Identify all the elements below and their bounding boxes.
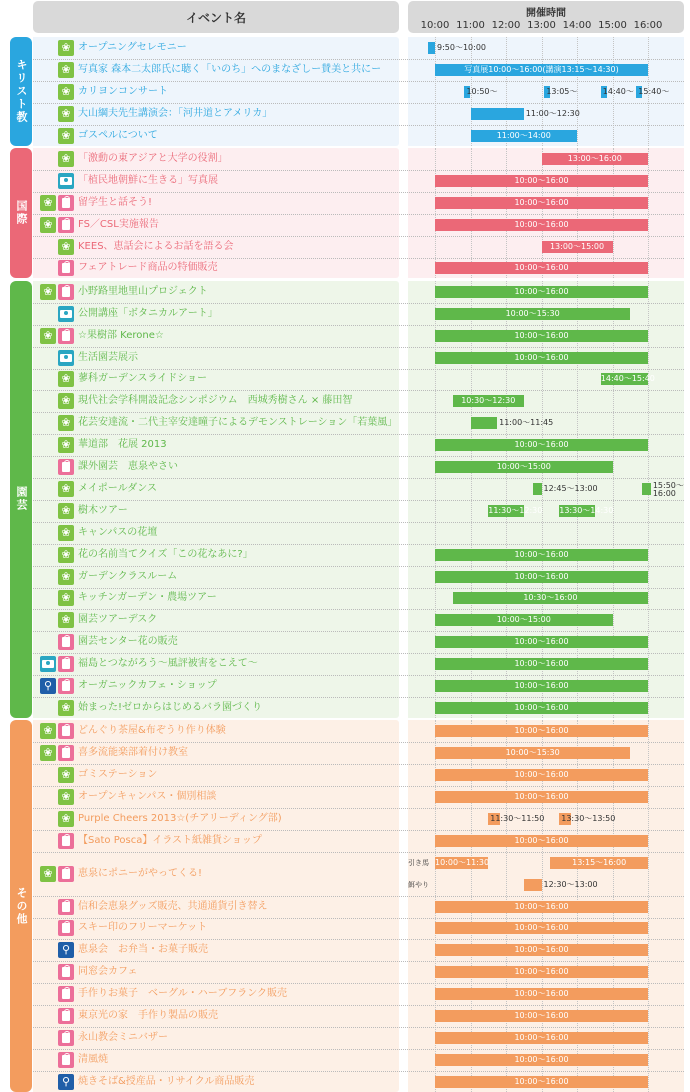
row-divider	[33, 675, 684, 676]
event-icons	[36, 173, 74, 189]
time-tick-label: 12:00	[491, 20, 521, 31]
event-sub-label: 餌やり	[408, 880, 429, 889]
event-name[interactable]: 華道部 花展 2013	[78, 439, 167, 451]
event-icons	[36, 1074, 74, 1090]
event-name[interactable]: 生活園芸展示	[78, 351, 138, 363]
event-name[interactable]: 信和会恵泉グッズ販売、共通通貨引き替え	[78, 900, 268, 912]
flower-icon: ❀	[58, 128, 74, 144]
event-name[interactable]: どんぐり茶屋&布ぞうり作り体験	[78, 725, 226, 737]
time-tick-label: 16:00	[633, 20, 663, 31]
event-icons	[36, 723, 74, 739]
shopping-bag-icon	[58, 745, 74, 761]
row-divider	[33, 786, 684, 787]
event-icons	[36, 128, 74, 144]
event-name[interactable]: メイポールダンス	[78, 482, 157, 494]
category-label-christian	[10, 37, 32, 146]
time-bar-label: 11:30〜12:30	[488, 505, 543, 515]
time-bar-label: 10:00〜16:00	[514, 770, 569, 780]
event-icons	[36, 151, 74, 167]
time-bar-label: 10:00〜16:00	[514, 637, 569, 647]
time-bar-label: 14:40〜	[602, 86, 634, 96]
time-tick-label: 13:00	[527, 20, 556, 31]
event-icons	[36, 678, 74, 694]
event-name[interactable]: フェアトレード商品の特価販売	[78, 262, 218, 274]
event-icons	[36, 40, 74, 56]
event-icons	[36, 547, 74, 563]
row-divider	[33, 125, 684, 126]
event-icons	[36, 525, 74, 541]
time-bar-label: 11:00〜12:30	[525, 108, 580, 118]
category-name: 園芸	[15, 486, 28, 513]
event-name[interactable]: ゴスペルについて	[78, 129, 158, 141]
row-divider	[33, 258, 684, 259]
shopping-bag-icon	[58, 678, 74, 694]
event-name-header	[33, 1, 399, 33]
event-name[interactable]: 同窓会カフェ	[78, 966, 138, 978]
event-icons	[36, 260, 74, 276]
row-divider	[33, 1027, 684, 1028]
time-bar-label: 10:00〜16:00	[514, 1011, 569, 1021]
row-divider	[33, 170, 684, 171]
time-bar-label: 10:50〜	[466, 86, 498, 96]
shopping-bag-icon	[58, 1008, 74, 1024]
shopping-bag-icon	[58, 1052, 74, 1068]
flower-icon: ❀	[58, 415, 74, 431]
food-icon: ⚲	[40, 678, 56, 694]
event-icons	[36, 284, 74, 300]
time-bar-label: 10:30〜16:00	[523, 593, 578, 603]
shopping-bag-icon	[58, 459, 74, 475]
time-bar-label: 10:00〜16:00	[514, 440, 569, 450]
row-divider	[33, 369, 684, 370]
event-icons	[36, 371, 74, 387]
flower-icon: ❀	[58, 371, 74, 387]
time-tick-label: 15:00	[598, 20, 627, 31]
event-name[interactable]: 喜多流能楽部着付け教室	[78, 747, 188, 759]
row-divider	[33, 347, 684, 348]
event-name[interactable]: 樹木ツアー	[78, 504, 128, 516]
event-name[interactable]: 【Sato Posca】イラスト紙雑貨ショップ	[78, 834, 262, 846]
row-divider	[33, 742, 684, 743]
photo-icon	[58, 306, 74, 322]
flower-icon: ❀	[58, 547, 74, 563]
event-name[interactable]: オープンキャンパス・個別相談	[78, 791, 217, 803]
time-bar-label: 10:00〜15:30	[505, 308, 560, 318]
event-icons	[36, 195, 74, 211]
event-name[interactable]: 蓼科ガーデンスライドショー	[78, 373, 207, 385]
flower-icon: ❀	[58, 811, 74, 827]
event-name[interactable]: 園芸ツアーデスク	[78, 614, 158, 626]
shopping-bag-icon	[58, 899, 74, 915]
time-bar-label: 10:00〜16:00	[514, 726, 569, 736]
shopping-bag-icon	[58, 217, 74, 233]
event-icons	[36, 1030, 74, 1046]
time-bar-label: 10:00〜15:00	[496, 462, 551, 472]
event-icons	[36, 866, 74, 882]
time-bar-label: 10:00〜16:00	[514, 702, 569, 712]
row-divider	[33, 456, 684, 457]
row-divider	[33, 764, 684, 765]
time-bar-label: 10:00〜16:00	[514, 1076, 569, 1086]
row-divider	[33, 566, 684, 567]
row-divider	[33, 631, 684, 632]
category-name: キリスト教	[15, 58, 28, 124]
time-tick-label: 11:00	[456, 20, 485, 31]
grid-line	[435, 37, 436, 146]
event-icons	[36, 437, 74, 453]
flower-icon: ❀	[40, 195, 56, 211]
event-name[interactable]: 東京光の家 手作り製品の販売	[78, 1010, 218, 1022]
time-bar-label: 10:00〜15:30	[505, 748, 560, 758]
event-icons	[36, 656, 74, 672]
shopping-bag-icon	[58, 634, 74, 650]
shopping-bag-icon	[58, 328, 74, 344]
event-name[interactable]: 花芸安達流・二代主宰安達曈子によるデモンストレーション「若葉風」	[78, 417, 398, 429]
event-name[interactable]: 焼きそば&授産品・リサイクル商品販売	[78, 1075, 255, 1087]
time-bar-label: 10:00〜16:00	[514, 1054, 569, 1064]
event-icons	[36, 481, 74, 497]
time-bar-label: 13:30〜14:30	[559, 505, 614, 515]
shopping-bag-icon	[58, 833, 74, 849]
flower-icon: ❀	[40, 284, 56, 300]
shopping-bag-icon	[58, 656, 74, 672]
flower-icon: ❀	[40, 328, 56, 344]
event-name[interactable]: 始まった!ゼロからはじめるバラ園づくり	[78, 701, 263, 713]
time-bar-label: 10:00〜16:00	[514, 219, 569, 229]
row-divider	[33, 896, 684, 897]
category-label-intl	[10, 148, 32, 278]
row-divider	[33, 434, 684, 435]
event-name[interactable]: 留学生と話そう!	[78, 196, 153, 208]
row-divider	[33, 478, 684, 479]
row-divider	[33, 588, 684, 589]
event-name[interactable]: 大山綱夫先生講演会：「河井道とアメリカ」	[78, 107, 273, 119]
time-bar-label: 10:00〜11:30	[435, 857, 490, 867]
category-label-garden	[10, 281, 32, 718]
row-divider	[33, 830, 684, 831]
row-divider	[33, 303, 684, 304]
category-name: 国際	[15, 200, 28, 227]
row-divider	[33, 236, 684, 237]
shopping-bag-icon	[58, 284, 74, 300]
row-divider	[33, 653, 684, 654]
time-tick-label: 14:00	[562, 20, 592, 31]
time-bar-label: 10:00〜16:00	[514, 967, 569, 977]
time-bar-label: 11:00〜14:00	[496, 130, 551, 140]
time-bar-label: 10:00〜16:00	[514, 1032, 569, 1042]
time-bar-label: 13:00〜15:00	[549, 241, 605, 251]
photo-icon	[58, 350, 74, 366]
event-icons	[36, 700, 74, 716]
event-icons	[36, 899, 74, 915]
event-icons	[36, 415, 74, 431]
event-icons	[36, 986, 74, 1002]
flower-icon: ❀	[58, 569, 74, 585]
row-divider	[33, 390, 684, 391]
event-icons	[36, 569, 74, 585]
flower-icon: ❀	[58, 503, 74, 519]
time-bar-label: 13:15〜16:00	[572, 857, 627, 867]
row-divider	[33, 192, 684, 193]
row-divider	[33, 983, 684, 984]
event-name[interactable]: 福島とつながろう〜風評被害をこえて〜	[78, 658, 258, 670]
flower-icon: ❀	[40, 745, 56, 761]
event-icons	[36, 833, 74, 849]
event-icons	[36, 106, 74, 122]
category-label-other	[10, 720, 32, 1091]
time-bar-label: 10:00〜15:00	[496, 615, 551, 625]
row-divider	[33, 500, 684, 501]
flower-icon: ❀	[58, 789, 74, 805]
shopping-bag-icon	[58, 195, 74, 211]
event-icons	[36, 811, 74, 827]
event-icons	[36, 1008, 74, 1024]
time-tick-label: 10:00	[420, 20, 450, 31]
event-icons	[36, 767, 74, 783]
event-name[interactable]: 現代社会学科開設記念シンポジウム 西城秀樹さん × 藤田智	[78, 395, 353, 407]
time-bar-label: 13:30〜13:50	[561, 813, 616, 823]
flower-icon: ❀	[58, 62, 74, 78]
event-name[interactable]: 「植民地朝鮮に生きる」写真展	[78, 174, 218, 186]
time-bar-label: 9:50〜10:00	[437, 42, 487, 52]
time-bar	[471, 417, 498, 429]
event-name[interactable]: 清風焼	[78, 1053, 108, 1065]
event-name[interactable]: 「激動の東アジアと大学の役割」	[78, 152, 228, 164]
shopping-bag-icon	[58, 964, 74, 980]
row-divider	[33, 412, 684, 413]
photo-icon	[58, 173, 74, 189]
event-name[interactable]: ゴミステーション	[78, 769, 158, 781]
event-icons	[36, 942, 74, 958]
food-icon: ⚲	[58, 942, 74, 958]
event-icons	[36, 239, 74, 255]
row-divider	[33, 103, 684, 104]
event-icons	[36, 84, 74, 100]
time-header-label: 開催時間	[526, 8, 566, 19]
event-name[interactable]: キッチンガーデン・農場ツアー	[78, 592, 217, 604]
time-bar-label: 10:30〜12:30	[461, 396, 516, 406]
flower-icon: ❀	[58, 40, 74, 56]
grid-line	[648, 720, 649, 1091]
row-divider	[33, 325, 684, 326]
event-icons	[36, 745, 74, 761]
row-divider	[33, 59, 684, 60]
time-bar-label: 10:00〜16:00	[514, 835, 569, 845]
time-bar	[471, 108, 524, 120]
flower-icon: ❀	[58, 393, 74, 409]
flower-icon: ❀	[40, 723, 56, 739]
flower-icon: ❀	[58, 612, 74, 628]
event-name[interactable]: ガーデンクラスルーム	[78, 570, 178, 582]
event-name[interactable]: ☆果樹部 Kerone☆	[78, 329, 164, 341]
event-icons	[36, 459, 74, 475]
time-bar-label: 10:00〜16:00	[514, 286, 569, 296]
event-icons	[36, 328, 74, 344]
event-icons	[36, 1052, 74, 1068]
event-name[interactable]: 写真家 森本二太郎氏に聴く「いのち」へのまなざしー賛美と共にー	[78, 63, 382, 75]
event-name[interactable]: オープニングセレモニー	[78, 41, 187, 53]
time-bar-label: 10:00〜16:00	[514, 197, 569, 207]
time-bar-label: 15:40〜	[638, 86, 670, 96]
shopping-bag-icon	[58, 723, 74, 739]
food-icon: ⚲	[58, 1074, 74, 1090]
flower-icon: ❀	[40, 866, 56, 882]
time-bar-label: 10:00〜16:00	[514, 792, 569, 802]
event-icons	[36, 393, 74, 409]
event-name[interactable]: FS／CSL実施報告	[78, 218, 159, 230]
flower-icon: ❀	[58, 437, 74, 453]
event-name[interactable]: 手作りお菓子 ベーグル・ハーブフランク販売	[78, 988, 287, 1000]
event-icons	[36, 964, 74, 980]
row-divider	[33, 961, 684, 962]
row-divider	[33, 1071, 684, 1072]
flower-icon: ❀	[58, 590, 74, 606]
event-icons	[36, 920, 74, 936]
row-divider	[33, 697, 684, 698]
event-icons	[36, 62, 74, 78]
flower-icon: ❀	[58, 239, 74, 255]
time-bar	[533, 483, 542, 495]
flower-icon: ❀	[58, 525, 74, 541]
event-sub-label: 引き馬	[408, 858, 429, 867]
event-name-header-label: イベント名	[185, 10, 246, 25]
row-divider	[33, 522, 684, 523]
time-bar-label: 10:00〜16:00	[514, 901, 569, 911]
time-bar-label: 13:05〜	[546, 86, 578, 96]
event-name[interactable]: KEES、恵話会によるお話を語る会	[78, 240, 234, 252]
time-header	[408, 1, 684, 33]
shopping-bag-icon	[58, 986, 74, 1002]
event-icons	[36, 503, 74, 519]
event-name[interactable]: 恵泉会 お弁当・お菓子販売	[78, 944, 208, 956]
row-divider	[33, 544, 684, 545]
category-name: その他	[15, 886, 28, 926]
flower-icon: ❀	[58, 151, 74, 167]
event-icons	[36, 217, 74, 233]
time-bar	[642, 483, 651, 495]
event-icons	[36, 634, 74, 650]
event-name[interactable]: 永山教会ミニバザー	[78, 1031, 168, 1043]
time-bar-label: 11:00〜11:45	[499, 418, 554, 428]
flower-icon: ❀	[58, 481, 74, 497]
event-name[interactable]: キャンパスの花壇	[78, 526, 158, 538]
event-icons	[36, 789, 74, 805]
row-divider	[33, 808, 684, 809]
time-bar-label: 15:50〜 16:00	[652, 480, 684, 498]
time-bar-label: 13:00〜16:00	[567, 153, 622, 163]
event-name[interactable]: 園芸センター花の販売	[78, 636, 178, 648]
row-divider	[33, 918, 684, 919]
event-icons	[36, 306, 74, 322]
event-name[interactable]: 課外園芸 恵泉やさい	[78, 461, 178, 473]
row-divider	[33, 1005, 684, 1006]
event-icons	[36, 350, 74, 366]
time-bar-label: 10:00〜16:00	[514, 989, 569, 999]
row-divider	[33, 1049, 684, 1050]
time-bar-label: 10:00〜16:00	[514, 352, 569, 362]
shopping-bag-icon	[58, 920, 74, 936]
shopping-bag-icon	[58, 260, 74, 276]
time-bar	[524, 879, 542, 891]
time-bar-label: 12:45〜13:00	[543, 483, 598, 493]
time-bar-label: 10:00〜16:00	[514, 681, 569, 691]
shopping-bag-icon	[58, 1030, 74, 1046]
time-bar-label: 10:00〜16:00	[514, 659, 569, 669]
event-name[interactable]: 公開講座「ボタニカルアート」	[78, 307, 218, 319]
time-bar-label: 10:00〜16:00	[514, 945, 569, 955]
shopping-bag-icon	[58, 866, 74, 882]
time-bar-label: 14:40〜15:40	[600, 374, 655, 384]
time-bar-label: 10:00〜16:00	[514, 263, 569, 273]
event-icons	[36, 612, 74, 628]
row-divider	[33, 852, 684, 853]
event-name[interactable]: スキー印のフリーマーケット	[78, 922, 208, 934]
flower-icon: ❀	[58, 106, 74, 122]
flower-icon: ❀	[58, 767, 74, 783]
row-divider	[33, 81, 684, 82]
row-divider	[33, 609, 684, 610]
event-icons	[36, 590, 74, 606]
row-divider	[33, 214, 684, 215]
event-name[interactable]: カリヨンコンサート	[78, 85, 168, 97]
time-bar-label: 10:00〜16:00	[514, 175, 569, 185]
event-name[interactable]: 恵泉にポニーがやってくる!	[78, 867, 203, 879]
time-bar-label: 10:00〜16:00	[514, 549, 569, 559]
row-divider	[33, 939, 684, 940]
time-bar-label: 12:30〜13:00	[543, 879, 598, 889]
flower-icon: ❀	[58, 84, 74, 100]
flower-icon: ❀	[58, 700, 74, 716]
event-name[interactable]: 小野路里地里山プロジェクト	[78, 285, 208, 297]
time-bar	[428, 42, 435, 54]
event-name[interactable]: 花の名前当てクイズ「この花なあに?」	[78, 548, 253, 560]
time-bar-label: 10:00〜16:00	[514, 571, 569, 581]
time-bar-label: 11:30〜11:50	[490, 813, 545, 823]
event-name[interactable]: Purple Cheers 2013☆(チアリーディング部)	[78, 812, 282, 824]
time-bar-label: 10:00〜16:00	[514, 923, 569, 933]
event-name[interactable]: オーガニックカフェ・ショップ	[78, 680, 217, 692]
time-bar-label: 写真展10:00〜16:00(講演13:15〜14:30)	[464, 64, 619, 74]
time-bar-label: 10:00〜16:00	[514, 330, 569, 340]
flower-icon: ❀	[40, 217, 56, 233]
photo-icon	[40, 656, 56, 672]
